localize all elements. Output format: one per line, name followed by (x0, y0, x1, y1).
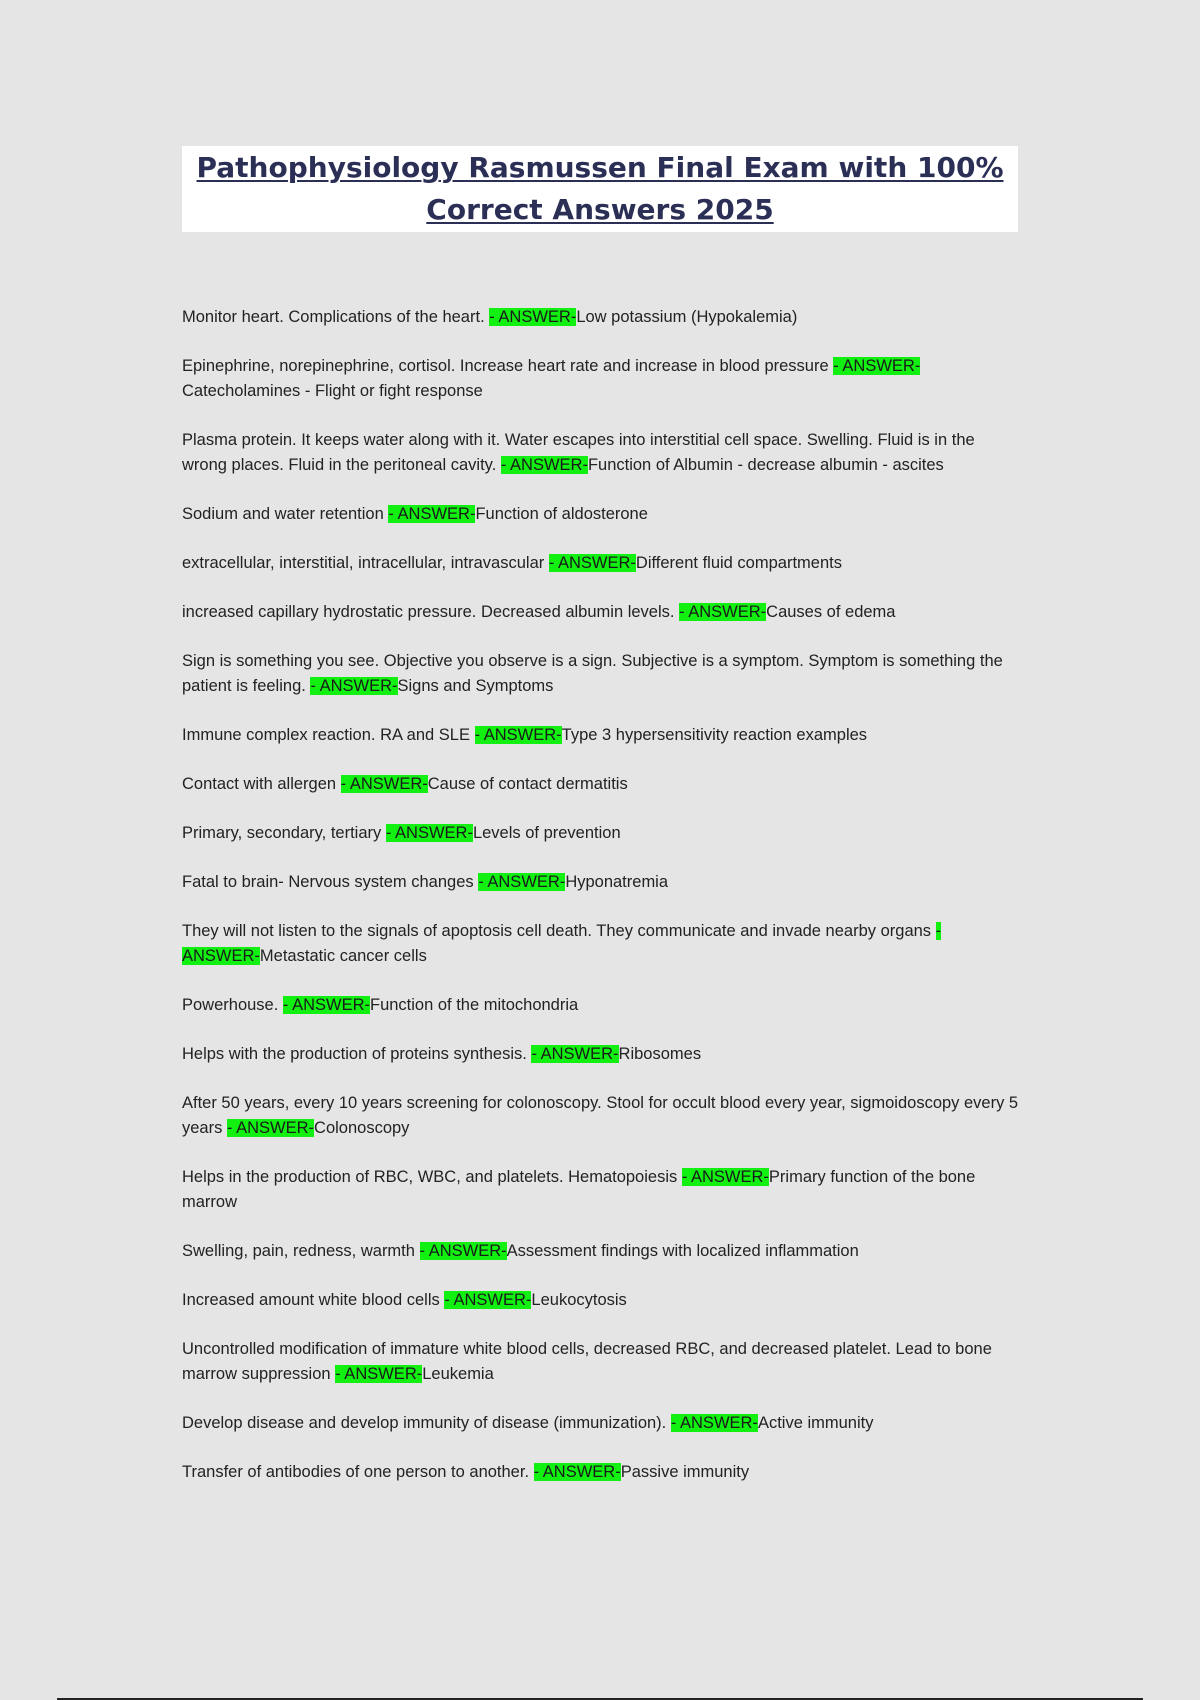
qa-answer: Function of the mitochondria (370, 996, 579, 1014)
qa-prompt: Develop disease and develop immunity of disease (immunization). (182, 1414, 671, 1432)
answer-marker: - ANSWER- (548, 554, 636, 572)
qa-answer: Assessment findings with localized inflammation (506, 1242, 859, 1260)
document-title-line-2: Correct Answers 2025 (426, 193, 774, 226)
qa-answer: Leukemia (422, 1365, 494, 1383)
qa-answer: Passive immunity (620, 1463, 750, 1481)
qa-prompt: Plasma protein. It keeps water along with it. Water escapes into interstitial cell space. Swelling. Fluid is in the wrong places. Fluid in the peritoneal cavity. (182, 431, 975, 474)
qa-item (182, 723, 1022, 748)
qa-item (182, 1239, 1022, 1264)
qa-item (182, 1165, 1022, 1215)
qa-prompt: Powerhouse. (182, 996, 283, 1014)
qa-prompt: Primary, secondary, tertiary (182, 824, 386, 842)
answer-marker: - ANSWER- (679, 603, 767, 621)
answer-marker: - ANSWER- (388, 505, 476, 523)
qa-answer: Ribosomes (618, 1045, 702, 1063)
qa-prompt: Helps in the production of RBC, WBC, and platelets. Hematopoiesis (182, 1168, 682, 1186)
answer-marker: - ANSWER- (670, 1414, 758, 1432)
qa-item (182, 551, 1022, 576)
qa-prompt: They will not listen to the signals of apoptosis cell death. They communicate and invade nearby organs (182, 922, 936, 940)
qa-answer: Active immunity (757, 1414, 874, 1432)
answer-marker: - ANSWER- (310, 677, 398, 695)
qa-prompt: Transfer of antibodies of one person to another. (182, 1463, 534, 1481)
qa-prompt: Monitor heart. Complications of the heart. (182, 308, 490, 326)
qa-item (182, 1337, 1022, 1387)
qa-answer: Causes of edema (766, 603, 896, 621)
qa-item (182, 305, 1022, 330)
qa-answer: Catecholamines - Flight or fight response (182, 382, 483, 400)
answer-marker: - ANSWER- (282, 996, 370, 1014)
qa-answer: Type 3 hypersensitivity reaction examples (561, 726, 868, 744)
qa-answer: Low potassium (Hypokalemia) (576, 308, 798, 326)
qa-answer: Colonoscopy (314, 1119, 410, 1137)
qa-item (182, 428, 1022, 478)
answer-marker: - ANSWER- (478, 873, 566, 891)
qa-item (182, 600, 1022, 625)
answer-marker: - ANSWER- (681, 1168, 769, 1186)
answer-marker: - ANSWER- (226, 1119, 315, 1137)
qa-answer: Function of aldosterone (475, 505, 648, 523)
qa-prompt: Sodium and water retention (182, 505, 389, 523)
qa-item (182, 870, 1022, 895)
answer-marker: - ANSWER- (474, 726, 562, 744)
qa-item (182, 354, 1022, 404)
qa-prompt: Epinephrine, norepinephrine, cortisol. Increase heart rate and increase in blood pressure (182, 357, 834, 375)
answer-marker: - ANSWER- (335, 1365, 423, 1383)
qa-answer: Cause of contact dermatitis (427, 775, 628, 793)
qa-item (182, 1288, 1022, 1313)
answer-marker: - ANSWER- (833, 357, 921, 375)
qa-item (182, 772, 1022, 797)
qa-prompt: extracellular, interstitial, intracellular, intravascular (182, 554, 549, 572)
qa-prompt: Sign is something you see. Objective you observe is a sign. Subjective is a symptom. Symptom is something the patient is feeling. (182, 652, 1003, 695)
qa-list (182, 305, 1022, 1509)
qa-prompt: Immune complex reaction. RA and SLE (182, 726, 475, 744)
qa-answer: Signs and Symptoms (397, 677, 554, 695)
qa-answer: Leukocytosis (531, 1291, 627, 1309)
qa-answer: Function of Albumin - decrease albumin - ascites (587, 456, 944, 474)
qa-prompt: Uncontrolled modification of immature white blood cells, decreased RBC, and decreased platelet. Lead to bone marrow suppression (182, 1340, 992, 1383)
answer-marker: - ANSWER- (531, 1045, 619, 1063)
answer-marker: - ANSWER- (533, 1463, 621, 1481)
qa-item (182, 649, 1022, 699)
answer-marker: - ANSWER- (500, 456, 588, 474)
qa-answer: Metastatic cancer cells (259, 947, 427, 965)
document-title-line-1: Pathophysiology Rasmussen Final Exam with 100% (196, 151, 1004, 184)
qa-answer: Different fluid compartments (635, 554, 842, 572)
qa-prompt: After 50 years, every 10 years screening for colonoscopy. Stool for occult blood every year, sigmoidoscopy every 5 years (182, 1094, 1019, 1137)
qa-item (182, 1411, 1022, 1436)
answer-marker: - ANSWER- (489, 308, 577, 326)
document-title-box (182, 146, 1018, 232)
qa-item (182, 1042, 1022, 1067)
answer-marker: - ANSWER- (444, 1291, 532, 1309)
qa-item (182, 919, 1022, 969)
qa-prompt: Swelling, pain, redness, warmth (182, 1242, 420, 1260)
qa-prompt: Fatal to brain- Nervous system changes (182, 873, 479, 891)
qa-answer: Primary function of the bone marrow (182, 1168, 976, 1211)
qa-answer: Levels of prevention (472, 824, 621, 842)
answer-marker: - ANSWER- (340, 775, 428, 793)
qa-item (182, 1091, 1022, 1141)
answer-marker: - ANSWER- (419, 1242, 507, 1260)
qa-item (182, 502, 1022, 527)
qa-answer: Hyponatremia (565, 873, 669, 891)
qa-prompt: Increased amount white blood cells (182, 1291, 445, 1309)
qa-item (182, 993, 1022, 1018)
qa-prompt: Helps with the production of proteins synthesis. (182, 1045, 532, 1063)
qa-item (182, 1460, 1022, 1485)
qa-prompt: Contact with allergen (182, 775, 341, 793)
answer-marker: - ANSWER- (182, 922, 942, 965)
qa-item (182, 821, 1022, 846)
qa-prompt: increased capillary hydrostatic pressure. Decreased albumin levels. (182, 603, 680, 621)
answer-marker: - ANSWER- (385, 824, 473, 842)
